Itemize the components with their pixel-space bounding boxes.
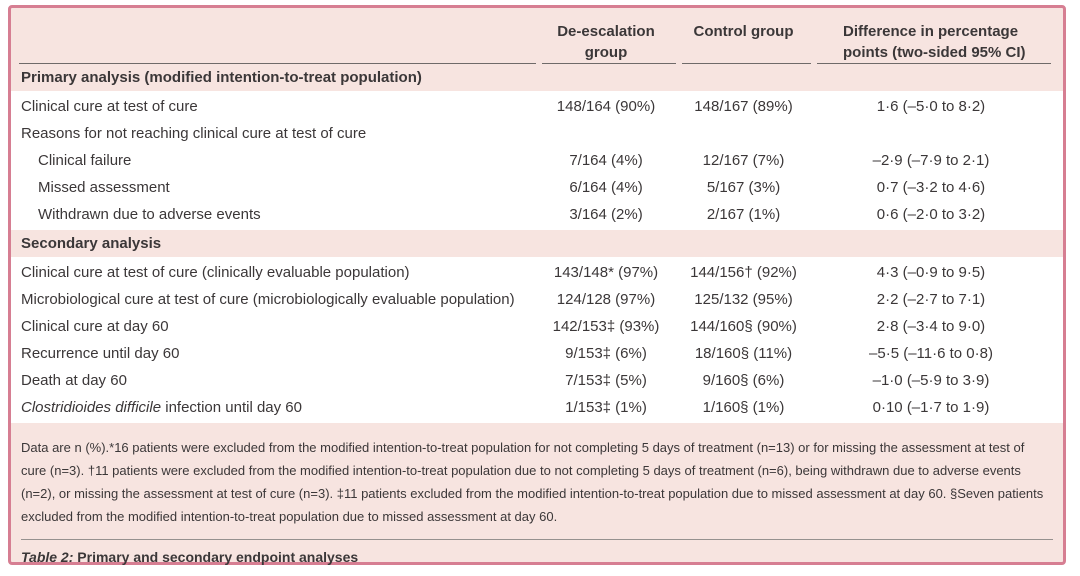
cell-difference: –5·5 (–11·6 to 0·8) bbox=[869, 345, 993, 362]
table-row bbox=[11, 120, 1063, 147]
table-row bbox=[11, 394, 1063, 421]
cell-control-group: 144/156† (92%) bbox=[690, 264, 797, 281]
cell-control-group: 5/167 (3%) bbox=[706, 179, 781, 196]
cell-difference: –1·0 (–5·9 to 3·9) bbox=[872, 372, 990, 389]
section-rows bbox=[11, 91, 1063, 230]
cell-difference: 1·6 (–5·0 to 8·2) bbox=[876, 98, 986, 115]
table-row bbox=[11, 201, 1063, 228]
cell-difference: 0·6 (–2·0 to 3·2) bbox=[876, 206, 986, 223]
row-label: Reasons for not reaching clinical cure at test of cure bbox=[21, 125, 367, 142]
cell-deescalation-group: 3/164 (2%) bbox=[569, 206, 643, 223]
cell-deescalation-group: 142/153‡ (93%) bbox=[552, 318, 660, 335]
cell-deescalation-group: 6/164 (4%) bbox=[569, 179, 643, 196]
cell-deescalation-group: 143/148* (97%) bbox=[553, 264, 659, 281]
header-rule-segment bbox=[19, 63, 536, 64]
column-header-deescalation-group: De-escalation group bbox=[557, 23, 655, 61]
endpoint-analyses-table-card bbox=[8, 5, 1066, 565]
row-label: Clinical cure at test of cure bbox=[21, 98, 198, 115]
cell-difference: 2·8 (–3·4 to 9·0) bbox=[876, 318, 986, 335]
row-label: Clinical cure at test of cure (clinically evaluable population) bbox=[21, 264, 410, 281]
cell-difference: 4·3 (–0·9 to 9·5) bbox=[876, 264, 986, 281]
cell-difference: 0·7 (–3·2 to 4·6) bbox=[876, 179, 986, 196]
row-label: Recurrence until day 60 bbox=[21, 345, 180, 362]
cell-control-group: 18/160§ (11%) bbox=[694, 345, 793, 362]
table-row bbox=[11, 174, 1063, 201]
section-rows bbox=[11, 257, 1063, 423]
table-row bbox=[11, 147, 1063, 174]
cell-control-group: 1/160§ (1%) bbox=[702, 399, 785, 416]
table-row bbox=[11, 259, 1063, 286]
row-label: Withdrawn due to adverse events bbox=[38, 206, 261, 223]
cell-deescalation-group: 7/164 (4%) bbox=[569, 152, 643, 169]
table-footnote: Data are n (%).*16 patients were excluded from the modified intention-to-treat population for not completing 5 days of treatment (n=13) or for missing the assessment at test of cure (n=3). †11 patients were excluded from the modified intention-to-treat population due to not completing 5 days of treatment (n=6), being withdrawn due to adverse events (n=2), or missing the assessment at test of cure (n=3). ‡11 patients excluded from the modified intention-to-treat population due to missed assessment at day 60. §Seven patients excluded from the modified intention-to-treat population due to missed assessment at day 60. bbox=[21, 440, 1044, 524]
section-header: Secondary analysis bbox=[21, 235, 162, 252]
row-label: Clinical failure bbox=[38, 152, 132, 169]
cell-control-group: 2/167 (1%) bbox=[706, 206, 781, 223]
header-rule-segment bbox=[817, 63, 1051, 64]
table-body bbox=[11, 64, 1063, 423]
cell-deescalation-group: 148/164 (90%) bbox=[556, 98, 656, 115]
header-rule-segment bbox=[542, 63, 676, 64]
row-label: Missed assessment bbox=[38, 179, 170, 196]
row-label: Microbiological cure at test of cure (microbiologically evaluable population) bbox=[21, 291, 515, 308]
cell-control-group: 125/132 (95%) bbox=[694, 291, 793, 308]
table-row bbox=[11, 367, 1063, 394]
cell-control-group: 148/167 (89%) bbox=[694, 98, 793, 115]
column-header-control-group: Control group bbox=[693, 23, 794, 40]
table-row bbox=[11, 340, 1063, 367]
cell-deescalation-group: 7/153‡ (5%) bbox=[565, 372, 647, 389]
table-row bbox=[11, 313, 1063, 340]
table-header-row bbox=[11, 8, 1063, 63]
row-label: Clinical cure at day 60 bbox=[21, 318, 169, 335]
table-caption-title: Primary and secondary endpoint analyses bbox=[73, 549, 359, 565]
cell-control-group: 12/167 (7%) bbox=[702, 152, 785, 169]
cell-control-group: 144/160§ (90%) bbox=[690, 318, 797, 335]
section-header: Primary analysis (modified intention-to-treat population) bbox=[21, 69, 422, 86]
cell-deescalation-group: 1/153‡ (1%) bbox=[565, 399, 647, 416]
cell-difference: 2·2 (–2·7 to 7·1) bbox=[876, 291, 986, 308]
table-row bbox=[11, 93, 1063, 120]
cell-deescalation-group: 124/128 (97%) bbox=[556, 291, 656, 308]
column-header-difference: Difference in percentage points (two-sided 95% CI) bbox=[843, 23, 1026, 61]
header-rule-segment bbox=[682, 63, 811, 64]
table-caption bbox=[11, 540, 1063, 565]
row-label: Death at day 60 bbox=[21, 372, 127, 389]
row-label: Clostridioides difficile infection until day 60 bbox=[21, 399, 302, 416]
cell-difference: 0·10 (–1·7 to 1·9) bbox=[872, 399, 990, 416]
table-caption-number: Table 2: bbox=[21, 549, 74, 565]
cell-control-group: 9/160§ (6%) bbox=[702, 372, 785, 389]
cell-difference: –2·9 (–7·9 to 2·1) bbox=[872, 152, 990, 169]
cell-deescalation-group: 9/153‡ (6%) bbox=[565, 345, 647, 362]
table-row bbox=[11, 286, 1063, 313]
